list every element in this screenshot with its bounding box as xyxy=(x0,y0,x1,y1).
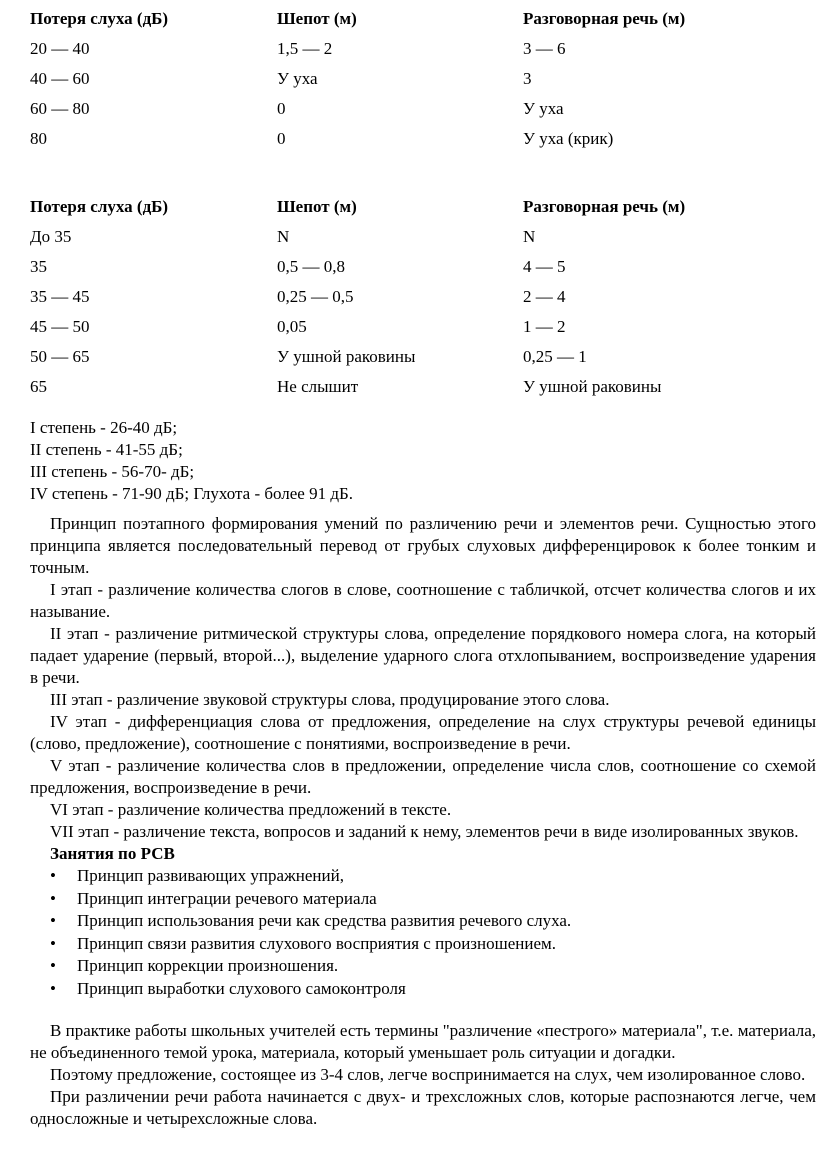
degree-line: II степень - 41-55 дБ; xyxy=(30,440,183,459)
list-item: • Принцип использования речи как средства развития речевого слуха. xyxy=(30,910,816,933)
cell-loss: 40 — 60 xyxy=(30,69,90,88)
table-row xyxy=(30,128,800,158)
paragraph: III этап - различение звуковой структуры слова, продуцирование этого слова. xyxy=(50,690,610,709)
cell-loss: 60 — 80 xyxy=(30,99,90,118)
table-row xyxy=(30,286,800,316)
header-speech: Разговорная речь (м) xyxy=(523,197,686,216)
cell-loss: 20 — 40 xyxy=(30,39,90,58)
cell-speech: 0,25 — 1 xyxy=(523,347,587,366)
hearing-loss-degrees xyxy=(30,417,353,505)
paragraph: Принцип поэтапного формирования умений по различению речи и элементов речи. Сущностью этого принципа является последовательный перевод от грубых слуховых дифференцировок к более тонким и точным. xyxy=(30,514,816,577)
cell-loss: 80 xyxy=(30,129,47,148)
paragraph: I этап - различение количества слогов в слове, соотношение с табличкой, отсчет количества слогов и их называние. xyxy=(30,580,816,621)
cell-speech: 3 — 6 xyxy=(523,39,566,58)
cell-loss: 50 — 65 xyxy=(30,347,90,366)
list-item: • Принцип развивающих упражнений, xyxy=(30,865,816,888)
header-speech: Разговорная речь (м) xyxy=(523,9,686,28)
cell-whisper: 0,5 — 0,8 xyxy=(277,257,345,276)
table-row xyxy=(30,346,800,376)
cell-speech: У ушной раковины xyxy=(523,377,662,396)
table-row xyxy=(30,68,800,98)
header-hearing-loss: Потеря слуха (дБ) xyxy=(30,9,169,28)
list-item: • Принцип интеграции речевого материала xyxy=(30,888,816,911)
section-heading: Занятия по РСВ xyxy=(50,844,175,863)
list-item: • Принцип выработки слухового самоконтроля xyxy=(30,978,816,1001)
cell-whisper: 0 xyxy=(277,129,286,148)
header-hearing-loss: Потеря слуха (дБ) xyxy=(30,197,169,216)
cell-loss: До 35 xyxy=(30,227,72,246)
hearing-loss-table-1 xyxy=(30,8,800,158)
cell-speech: 2 — 4 xyxy=(523,287,566,306)
table-row xyxy=(30,256,800,286)
cell-whisper: У ушной раковины xyxy=(277,347,416,366)
cell-speech: У уха xyxy=(523,99,564,118)
cell-loss: 35 — 45 xyxy=(30,287,90,306)
paragraph: II этап - различение ритмической структуры слова, определение порядкового номера слога, на который падает ударение (первый, второй...), выделение ударного слога отхлопыванием, воспроизведение ударения в речи. xyxy=(30,624,816,687)
cell-whisper: 0,05 xyxy=(277,317,307,336)
paragraph: В практике работы школьных учителей есть термины "различение «пестрого» материала", т.е. материала, не объединенного темой урока, материала, который уменьшает роль ситуации и догадки. xyxy=(30,1021,816,1062)
hearing-loss-table-2 xyxy=(30,196,800,406)
cell-loss: 65 xyxy=(30,377,47,396)
cell-whisper: N xyxy=(277,227,290,246)
table-row xyxy=(30,38,800,68)
body-text xyxy=(30,513,816,1130)
header-whisper: Шепот (м) xyxy=(277,197,357,216)
cell-speech: 3 xyxy=(523,69,532,88)
spacer xyxy=(30,1000,816,1020)
paragraph: V этап - различение количества слов в предложении, определение числа слов, соотношение со схемой предложения, воспроизведение в речи. xyxy=(30,756,816,797)
cell-speech: У уха (крик) xyxy=(523,129,614,148)
table-row xyxy=(30,98,800,128)
cell-whisper: 0,25 — 0,5 xyxy=(277,287,354,306)
header-whisper: Шепот (м) xyxy=(277,9,357,28)
degree-line: I степень - 26-40 дБ; xyxy=(30,418,178,437)
cell-speech: 4 — 5 xyxy=(523,257,566,276)
paragraph: IV этап - дифференциация слова от предложения, определение на слух структуры речевой единицы (слово, предложение), соотношение с понятиями, воспроизведение в речи. xyxy=(30,712,816,753)
list-item: • Принцип коррекции произношения. xyxy=(30,955,816,978)
cell-whisper: 1,5 — 2 xyxy=(277,39,333,58)
principles-list xyxy=(30,865,816,1000)
paragraph: VI этап - различение количества предложений в тексте. xyxy=(50,800,452,819)
cell-whisper: Не слышит xyxy=(277,377,359,396)
cell-speech: N xyxy=(523,227,536,246)
degree-line: III степень - 56-70- дБ; xyxy=(30,462,195,481)
list-item: • Принцип связи развития слухового восприятия с произношением. xyxy=(30,933,816,956)
table-header xyxy=(30,8,800,38)
paragraph: Поэтому предложение, состоящее из 3-4 слов, легче воспринимается на слух, чем изолированное слово. xyxy=(50,1065,806,1084)
cell-whisper: У уха xyxy=(277,69,318,88)
cell-loss: 45 — 50 xyxy=(30,317,90,336)
cell-loss: 35 xyxy=(30,257,47,276)
paragraph: VII этап - различение текста, вопросов и заданий к нему, элементов речи в виде изолированных звуков. xyxy=(50,822,799,841)
cell-speech: 1 — 2 xyxy=(523,317,566,336)
paragraph: При различении речи работа начинается с двух- и трехсложных слов, которые распознаются легче, чем односложные и четырехсложные слова. xyxy=(30,1087,816,1128)
table-header xyxy=(30,196,800,226)
cell-whisper: 0 xyxy=(277,99,286,118)
degree-line: IV степень - 71-90 дБ; Глухота - более 91 дБ. xyxy=(30,484,354,503)
table-row xyxy=(30,376,800,406)
table-row xyxy=(30,316,800,346)
table-row xyxy=(30,226,800,256)
